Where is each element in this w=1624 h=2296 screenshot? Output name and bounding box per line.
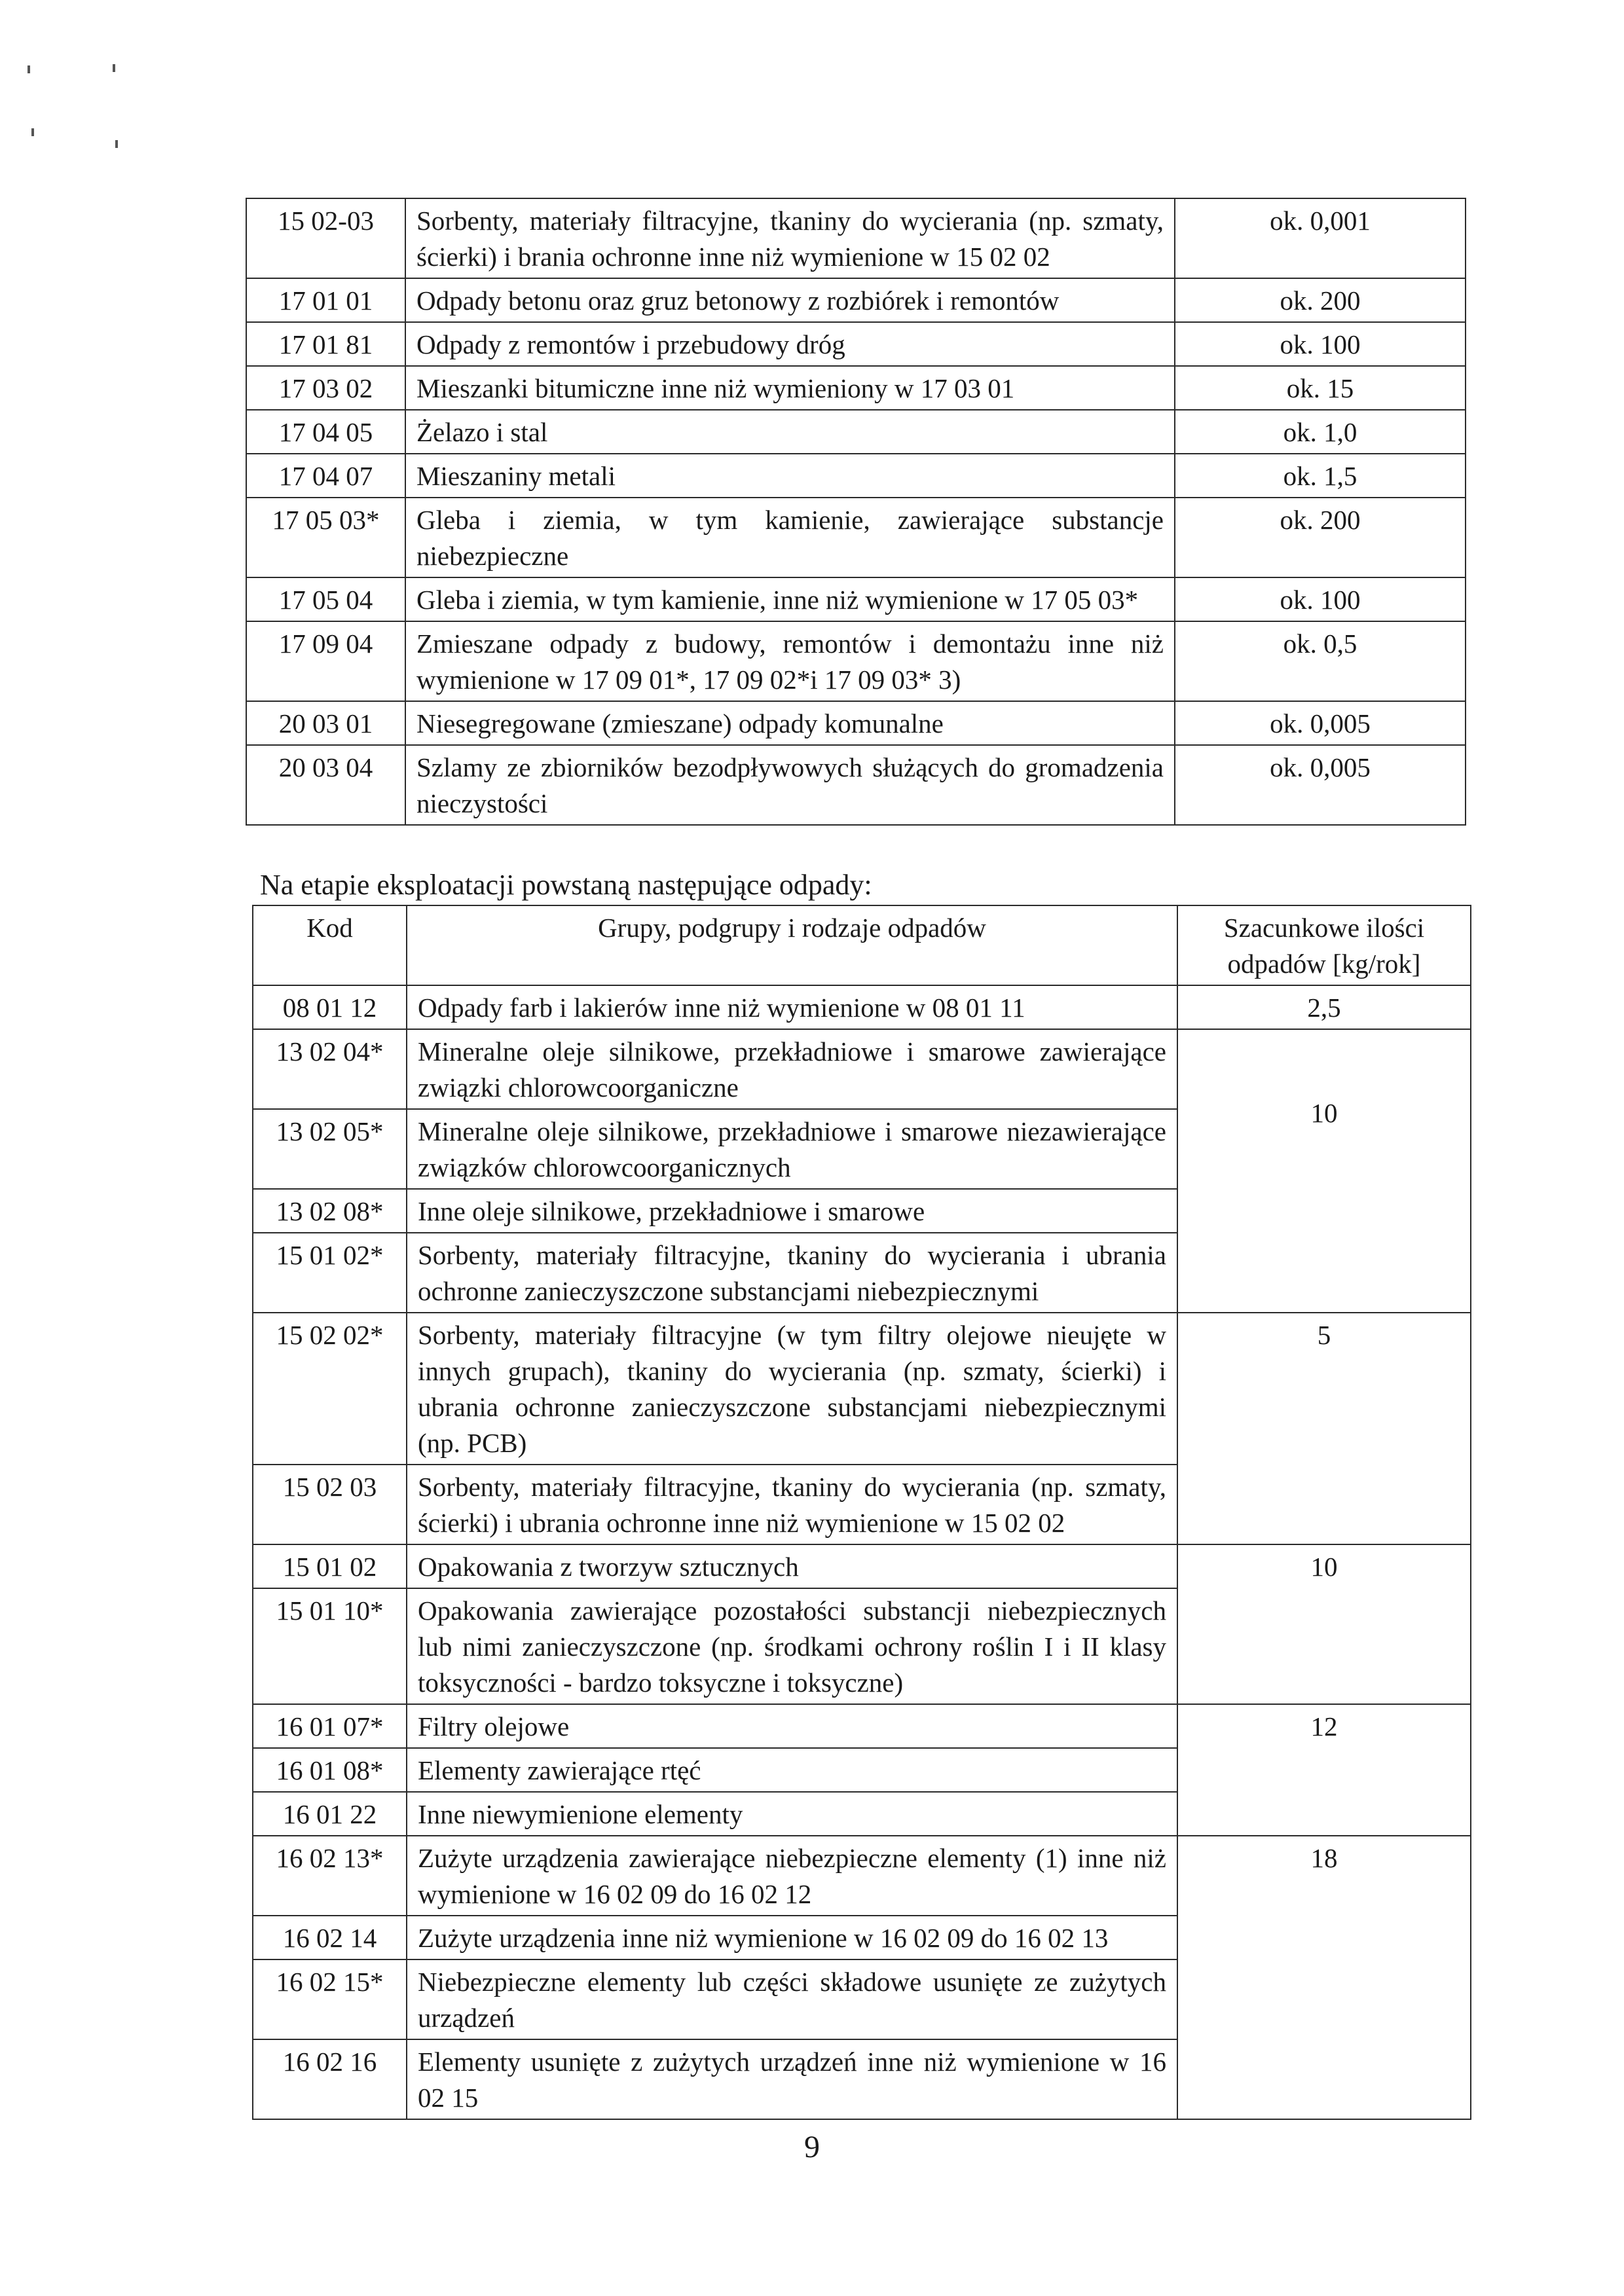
waste-code-cell: 08 01 12 [253, 985, 407, 1029]
waste-description-cell: Odpady farb i lakierów inne niż wymienione w 08 01 11 [407, 985, 1177, 1029]
table-row [253, 1704, 1471, 1748]
waste-code-cell: 16 02 15* [253, 1959, 407, 2039]
waste-quantity-cell: ok. 0,001 [1175, 198, 1466, 278]
waste-quantity-cell: ok. 100 [1175, 577, 1466, 621]
waste-description-cell: Niesegregowane (zmieszane) odpady komunalne [405, 701, 1175, 745]
waste-quantity-cell: 18 [1177, 1836, 1471, 2119]
waste-description-cell: Żelazo i stal [405, 410, 1175, 454]
waste-code-cell: 15 01 10* [253, 1588, 407, 1704]
waste-code-cell: 16 01 22 [253, 1792, 407, 1836]
table-row [246, 366, 1466, 410]
scan-mark [31, 128, 34, 136]
table-row [253, 1836, 1471, 1916]
waste-code-cell: 17 09 04 [246, 621, 405, 701]
operation-waste-table [252, 905, 1471, 2120]
table-row [246, 701, 1466, 745]
waste-quantity-cell: ok. 1,0 [1175, 410, 1466, 454]
table-row [246, 322, 1466, 366]
waste-code-cell: 17 05 03* [246, 498, 405, 577]
waste-quantity-cell: ok. 15 [1175, 366, 1466, 410]
waste-quantity-cell: ok. 200 [1175, 498, 1466, 577]
waste-code-cell: 16 02 13* [253, 1836, 407, 1916]
waste-quantity-cell: ok. 0,005 [1175, 701, 1466, 745]
table-row [253, 1313, 1471, 1465]
waste-code-cell: 20 03 04 [246, 745, 405, 825]
waste-code-cell: 17 04 05 [246, 410, 405, 454]
waste-description-cell: Niebezpieczne elementy lub części składowe usunięte ze zużytych urządzeń [407, 1959, 1177, 2039]
table-row [246, 410, 1466, 454]
waste-code-cell: 17 03 02 [246, 366, 405, 410]
waste-description-cell: Elementy zawierające rtęć [407, 1748, 1177, 1792]
waste-quantity-cell: ok. 200 [1175, 278, 1466, 322]
table-row [246, 745, 1466, 825]
table-row [246, 198, 1466, 278]
waste-description-cell: Sorbenty, materiały filtracyjne, tkaniny do wycierania (np. szmaty, ścierki) i ubrania ochronne inne niż wymienione w 15 02 02 [407, 1465, 1177, 1544]
waste-description-cell: Elementy usunięte z zużytych urządzeń inne niż wymienione w 16 02 15 [407, 2039, 1177, 2119]
waste-description-cell: Odpady betonu oraz gruz betonowy z rozbiórek i remontów [405, 278, 1175, 322]
waste-description-cell: Mieszanki bitumiczne inne niż wymieniony w 17 03 01 [405, 366, 1175, 410]
waste-quantity-cell: ok. 0,5 [1175, 621, 1466, 701]
waste-description-cell: Zużyte urządzenia inne niż wymienione w 16 02 09 do 16 02 13 [407, 1916, 1177, 1959]
column-header-quantity: Szacunkowe ilości odpadów [kg/rok] [1177, 905, 1471, 985]
waste-code-cell: 20 03 01 [246, 701, 405, 745]
column-header-description: Grupy, podgrupy i rodzaje odpadów [407, 905, 1177, 985]
waste-description-cell: Sorbenty, materiały filtracyjne, tkaniny do wycierania i ubrania ochronne zanieczyszczone substancjami niebezpiecznymi [407, 1233, 1177, 1313]
waste-code-cell: 15 01 02* [253, 1233, 407, 1313]
waste-quantity-cell: 5 [1177, 1313, 1471, 1544]
section-caption: Na etapie eksploatacji powstaną następujące odpady: [260, 869, 872, 901]
waste-description-cell: Odpady z remontów i przebudowy dróg [405, 322, 1175, 366]
waste-description-cell: Sorbenty, materiały filtracyjne (w tym filtry olejowe nieujęte w innych grupach), tkaniny do wycierania (np. szmaty, ścierki) i ubrania ochronne zanieczyszczone substancjami niebezpiecznymi (np. PCB) [407, 1313, 1177, 1465]
waste-quantity-cell: ok. 1,5 [1175, 454, 1466, 498]
table-row [246, 621, 1466, 701]
waste-quantity-cell: ok. 100 [1175, 322, 1466, 366]
waste-quantity-cell: 12 [1177, 1704, 1471, 1836]
table-row [253, 1029, 1471, 1109]
scan-mark [113, 64, 115, 72]
waste-code-cell: 17 05 04 [246, 577, 405, 621]
waste-description-cell: Mieszaniny metali [405, 454, 1175, 498]
page-number: 9 [804, 2130, 820, 2164]
waste-quantity-cell: ok. 0,005 [1175, 745, 1466, 825]
waste-code-cell: 15 01 02 [253, 1544, 407, 1588]
table-row [246, 577, 1466, 621]
waste-quantity-cell: 2,5 [1177, 985, 1471, 1029]
table-row [246, 498, 1466, 577]
waste-code-cell: 17 01 81 [246, 322, 405, 366]
table-row [246, 278, 1466, 322]
waste-description-cell: Gleba i ziemia, w tym kamienie, inne niż wymienione w 17 05 03* [405, 577, 1175, 621]
waste-description-cell: Zużyte urządzenia zawierające niebezpieczne elementy (1) inne niż wymienione w 16 02 09 do 16 02 12 [407, 1836, 1177, 1916]
waste-description-cell: Gleba i ziemia, w tym kamienie, zawierające substancje niebezpieczne [405, 498, 1175, 577]
waste-description-cell: Szlamy ze zbiorników bezodpływowych służących do gromadzenia nieczystości [405, 745, 1175, 825]
waste-code-cell: 17 01 01 [246, 278, 405, 322]
waste-description-cell: Mineralne oleje silnikowe, przekładniowe i smarowe zawierające związki chlorowcoorganiczne [407, 1029, 1177, 1109]
waste-code-cell: 17 04 07 [246, 454, 405, 498]
table-row [253, 1544, 1471, 1588]
table-header-row [253, 905, 1471, 985]
waste-code-cell: 13 02 04* [253, 1029, 407, 1109]
waste-description-cell: Sorbenty, materiały filtracyjne, tkaniny do wycierania (np. szmaty, ścierki) i brania ochronne inne niż wymienione w 15 02 02 [405, 198, 1175, 278]
waste-description-cell: Mineralne oleje silnikowe, przekładniowe i smarowe niezawierające związków chlorowcoorganicznych [407, 1109, 1177, 1189]
table-row [253, 985, 1471, 1029]
waste-description-cell: Opakowania zawierające pozostałości substancji niebezpiecznych lub nimi zanieczyszczone (np. środkami ochrony roślin I i II klasy toksyczności - bardzo toksyczne i toksyczne) [407, 1588, 1177, 1704]
waste-code-cell: 13 02 08* [253, 1189, 407, 1233]
waste-code-cell: 16 02 14 [253, 1916, 407, 1959]
waste-description-cell: Filtry olejowe [407, 1704, 1177, 1748]
construction-waste-table [246, 198, 1466, 826]
waste-code-cell: 16 01 07* [253, 1704, 407, 1748]
waste-description-cell: Inne niewymienione elementy [407, 1792, 1177, 1836]
waste-code-cell: 15 02 02* [253, 1313, 407, 1465]
waste-quantity-cell: 10 [1177, 1544, 1471, 1704]
waste-code-cell: 15 02-03 [246, 198, 405, 278]
table-row [246, 454, 1466, 498]
waste-code-cell: 15 02 03 [253, 1465, 407, 1544]
waste-description-cell: Opakowania z tworzyw sztucznych [407, 1544, 1177, 1588]
waste-description-cell: Zmieszane odpady z budowy, remontów i demontażu inne niż wymienione w 17 09 01*, 17 09 02*i 17 09 03* 3) [405, 621, 1175, 701]
scan-mark [28, 65, 30, 73]
column-header-code: Kod [253, 905, 407, 985]
waste-quantity-cell: 10 [1177, 1029, 1471, 1313]
waste-description-cell: Inne oleje silnikowe, przekładniowe i smarowe [407, 1189, 1177, 1233]
waste-code-cell: 16 01 08* [253, 1748, 407, 1792]
waste-code-cell: 13 02 05* [253, 1109, 407, 1189]
scan-mark [115, 140, 118, 148]
waste-code-cell: 16 02 16 [253, 2039, 407, 2119]
